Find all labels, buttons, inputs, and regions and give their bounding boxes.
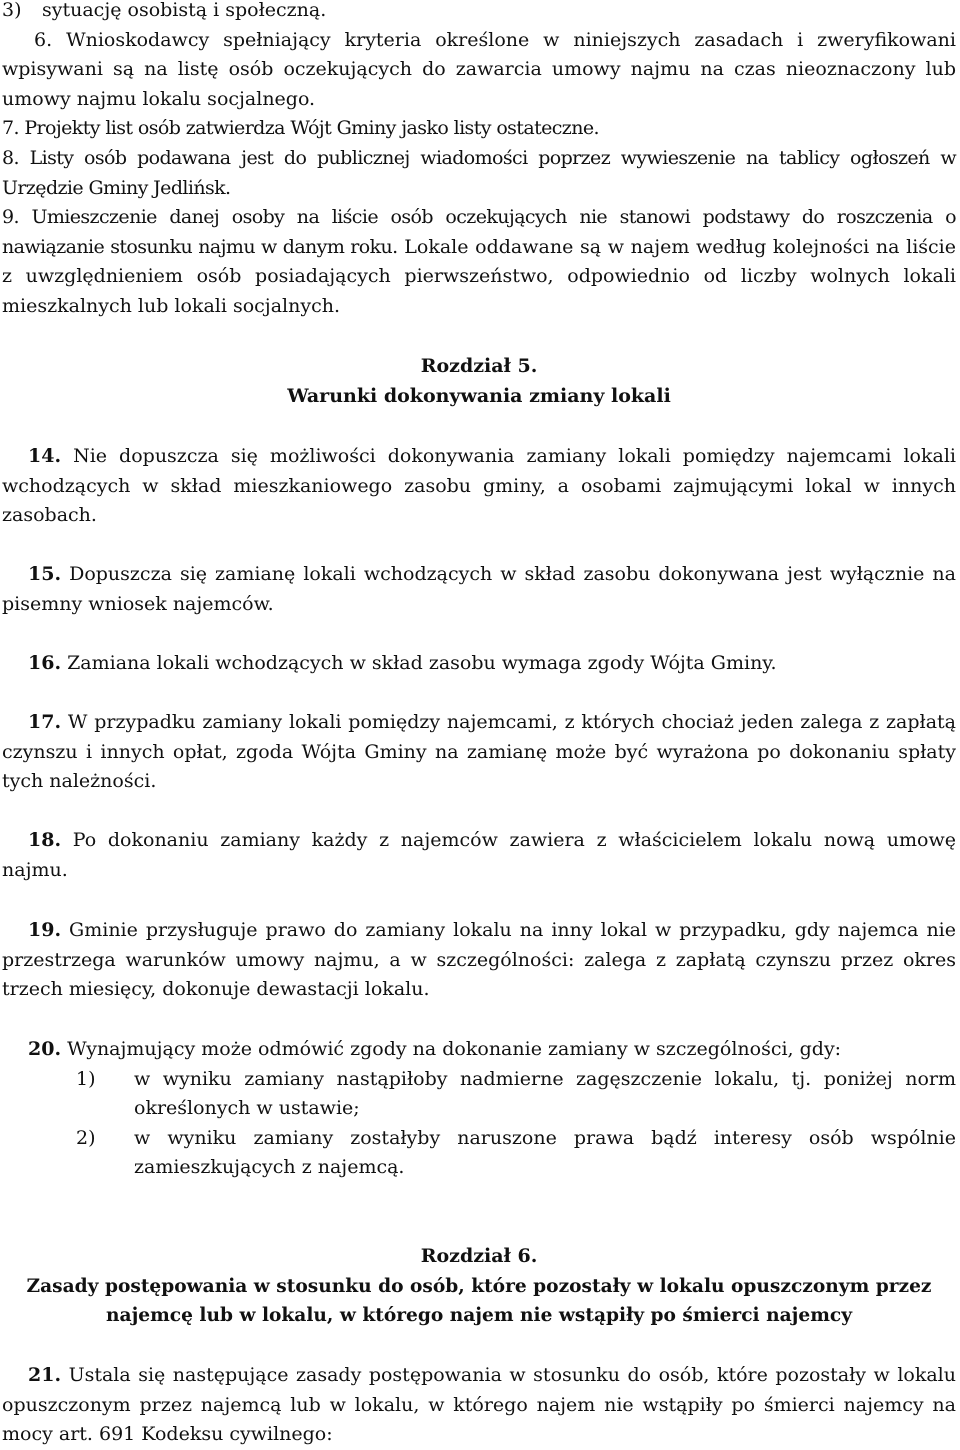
section-16 <box>2 649 956 679</box>
section-20-conditions-list <box>2 1065 956 1183</box>
list-item-number: 3) <box>2 0 22 21</box>
section-14 <box>2 442 956 531</box>
list-item-text: sytuację osobistą i społeczną. <box>42 0 327 21</box>
section-number: 17. <box>28 711 62 733</box>
section-text: Po dokonaniu zamiany każdy z najemców zawiera z właścicielem lokalu nową umowę najmu. <box>2 829 956 881</box>
section-15 <box>2 560 956 619</box>
chapter-title: Zasady postępowania w stosunku do osób, które pozostały w lokalu opuszczonym przez najemcę lub w lokalu, w którego najem nie wstąpiły po śmierci najemcy <box>26 1275 932 1327</box>
list-item-text: w wyniku zamiany nastąpiłoby nadmierne zagęszczenie lokalu, tj. poniżej norm określonych w ustawie; <box>134 1067 956 1120</box>
list-item-number: 6. <box>34 28 53 51</box>
section-number: 21. <box>28 1364 62 1386</box>
list-item-7: 7. Projekty list osób zatwierdza Wójt Gminy jasko listy ostateczne. <box>2 117 599 140</box>
eligibility-list-section <box>2 0 956 322</box>
list-item-3 <box>2 0 956 26</box>
chapter-heading: Rozdział 6. <box>420 1245 538 1267</box>
chapter-heading: Rozdział 5. <box>420 355 538 377</box>
list-item-text: w wyniku zamiany zostałyby naruszone prawa bądź interesy osób wspólnie zamieszkujących z najemcą. <box>134 1126 956 1179</box>
list-item <box>2 1124 956 1183</box>
list-item-8: 8. Listy osób podawana jest do publicznej wiadomości poprzez wywieszenie na tablicy ogłoszeń w Urzędzie Gminy Jedlińsk. <box>2 146 956 199</box>
list-item-9-first-sentence: 9. Umieszczenie danej osoby na liście osób oczekujących nie stanowi podstawy do roszczenia o nawiązanie stosunku najmu w danym roku. <box>2 206 956 258</box>
section-text: Gminie przysługuje prawo do zamiany lokalu na inny lokal w przypadku, gdy najemca nie przestrzega warunków umowy najmu, a w szczególności: zalega z zapłatą czynszu przez okres trzech miesięcy, dokonuje dewastacji lokalu. <box>2 919 956 1001</box>
list-item-text: Wnioskodawcy spełniający kryteria określone w niniejszych zasadach i zweryfikowani wpisywani są na listę osób oczekujących do zawarcia umowy najmu na czas nieoznaczony lub umowy najmu lokalu socjalnego. <box>2 28 957 110</box>
section-number: 15. <box>28 563 62 585</box>
chapter-6-header <box>2 1242 956 1331</box>
section-number: 20. <box>28 1038 62 1060</box>
list-item-9 <box>2 203 956 321</box>
section-number: 18. <box>28 829 62 851</box>
section-number: 14. <box>28 445 62 467</box>
section-text: Ustala się następujące zasady postępowania w stosunku do osób, które pozostały w lokalu opuszczonym przez najemcą lub w lokalu, w którego najem nie wstąpiły po śmierci najemcy na mocy art. 691 Kodeksu cywilnego: <box>2 1364 956 1446</box>
section-17 <box>2 708 956 797</box>
list-item-9-rest: Lokale oddawane są w najem według kolejności na liście z uwzględnieniem osób posiadających pierwszeństwo, odpowiednio od liczby wolnych lokali mieszkalnych lub lokali socjalnych. <box>2 235 956 317</box>
section-18 <box>2 826 956 885</box>
chapter-title: Warunki dokonywania zmiany lokali <box>287 384 671 407</box>
list-item-6 <box>2 26 956 115</box>
section-text: Nie dopuszcza się możliwości dokonywania zamiany lokali pomiędzy najemcami lokali wchodzących w skład mieszkaniowego zasobu gminy, a osobami zajmującymi lokal w innych zasobach. <box>2 445 956 527</box>
section-number: 19. <box>28 919 62 941</box>
list-item-number: 2) <box>76 1126 96 1149</box>
section-20 <box>2 1035 956 1183</box>
section-19 <box>2 916 956 1005</box>
section-21 <box>2 1361 956 1450</box>
section-text: Zamiana lokali wchodzących w skład zasobu wymaga zgody Wójta Gminy. <box>61 652 777 674</box>
chapter-5-header <box>2 352 956 411</box>
section-number: 16. <box>28 652 62 674</box>
section-text: Wynajmujący może odmówić zgody na dokonanie zamiany w szczególności, gdy: <box>61 1038 842 1060</box>
list-item <box>2 1065 956 1124</box>
section-text: W przypadku zamiany lokali pomiędzy najemcami, z których chociaż jeden zalega z zapłatą czynszu i innych opłat, zgoda Wójta Gminy na zamianę może być wyrażona po dokonaniu spłaty tych należności. <box>2 711 956 793</box>
section-text: Dopuszcza się zamianę lokali wchodzących w skład zasobu dokonywana jest wyłącznie na pisemny wniosek najemców. <box>2 563 956 615</box>
list-item-number: 1) <box>76 1067 96 1090</box>
